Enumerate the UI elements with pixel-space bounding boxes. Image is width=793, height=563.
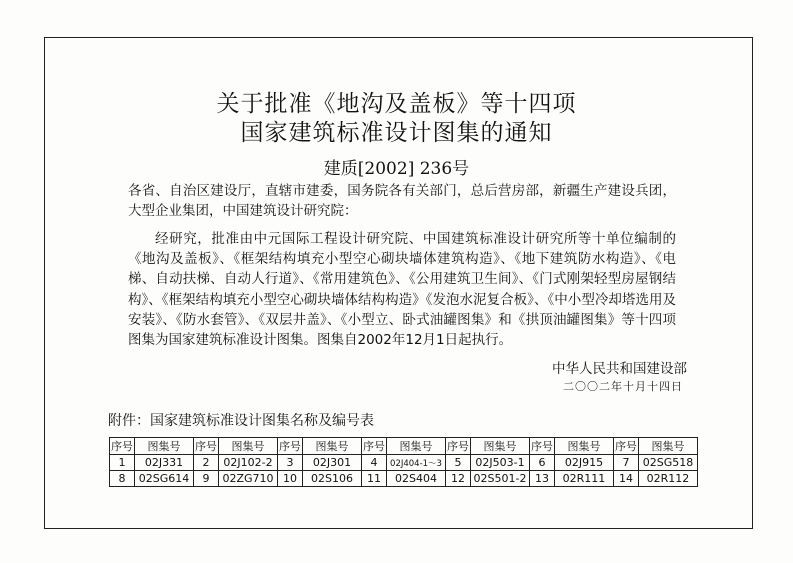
table-cell: 02J915 — [555, 455, 614, 471]
table-cell: 02S404 — [387, 471, 446, 487]
issuing-authority: 中华人民共和国建设部 — [552, 361, 687, 377]
table-cell: 6 — [530, 455, 555, 471]
header-code: 图集号 — [219, 438, 278, 455]
header-code: 图集号 — [555, 438, 614, 455]
table-cell: 02SG518 — [639, 455, 698, 471]
header-code: 图集号 — [471, 438, 530, 455]
header-seq: 序号 — [278, 438, 303, 455]
table-cell: 02J102-2 — [219, 455, 278, 471]
table-row — [110, 471, 698, 487]
header-code: 图集号 — [639, 438, 698, 455]
table-cell: 1 — [110, 455, 135, 471]
table-cell: 02J404-1～3 — [387, 455, 446, 471]
table-cell: 02S106 — [303, 471, 362, 487]
header-code: 图集号 — [387, 438, 446, 455]
table-cell: 11 — [362, 471, 387, 487]
table-cell: 13 — [530, 471, 555, 487]
atlas-code-table — [109, 437, 698, 487]
table-cell: 02J331 — [135, 455, 194, 471]
attachment-title: 附件：国家建筑标准设计图集名称及编号表 — [108, 413, 374, 429]
header-seq: 序号 — [614, 438, 639, 455]
table-header-row — [110, 438, 698, 455]
table-cell: 02ZG710 — [219, 471, 278, 487]
table-cell: 9 — [194, 471, 219, 487]
table-cell: 02J301 — [303, 455, 362, 471]
table-cell: 02J503-1 — [471, 455, 530, 471]
table-cell: 10 — [278, 471, 303, 487]
notice-title-line-1: 关于批准《地沟及盖板》等十四项 — [216, 91, 577, 117]
table-cell: 8 — [110, 471, 135, 487]
table-cell: 7 — [614, 455, 639, 471]
issue-date: 二〇〇二年十月十四日 — [563, 380, 683, 393]
table-cell: 2 — [194, 455, 219, 471]
header-seq: 序号 — [530, 438, 555, 455]
notice-title-line-2: 国家建筑标准设计图集的通知 — [240, 120, 553, 146]
table-cell: 3 — [278, 455, 303, 471]
header-code: 图集号 — [303, 438, 362, 455]
header-seq: 序号 — [362, 438, 387, 455]
table-cell: 4 — [362, 455, 387, 471]
content-paragraph: 经研究，批准由中元国际工程设计研究院、中国建筑标准设计研究所等十单位编制的《地沟及盖板》、《框架结构填充小型空心砌块墙体建筑构造》、《地下建筑防水构造》、《电梯、自动扶梯、自动人行道》、《常用建筑色》、《公用建筑卫生间》、《门式刚架轻型房屋钢结构》、《框架结构填充小型空心砌块墙体结构构造》《发泡水泥复合板》、《中小型冷却塔选用及安装》、《防水套管》、《双层井盖》、《小型立、卧式油罐图集》和《拱顶油罐图集》等十四项图集为国家建筑标准设计图集。图集自2002年12月1日起执行。 — [128, 231, 676, 349]
header-seq: 序号 — [194, 438, 219, 455]
table-cell: 5 — [446, 455, 471, 471]
header-seq: 序号 — [110, 438, 135, 455]
table-cell: 02S501-2 — [471, 471, 530, 487]
table-row — [110, 455, 698, 471]
addressees-paragraph: 各省、自治区建设厅，直辖市建委，国务院各有关部门，总后营房部，新疆生产建设兵团，大型企业集团，中国建筑设计研究院： — [128, 183, 676, 220]
table-cell: 14 — [614, 471, 639, 487]
header-seq: 序号 — [446, 438, 471, 455]
document-number: 建质[2002] 236号 — [323, 159, 470, 179]
table-cell: 12 — [446, 471, 471, 487]
table-cell: 02SG614 — [135, 471, 194, 487]
header-code: 图集号 — [135, 438, 194, 455]
table-cell: 02R111 — [555, 471, 614, 487]
table-cell: 02R112 — [639, 471, 698, 487]
